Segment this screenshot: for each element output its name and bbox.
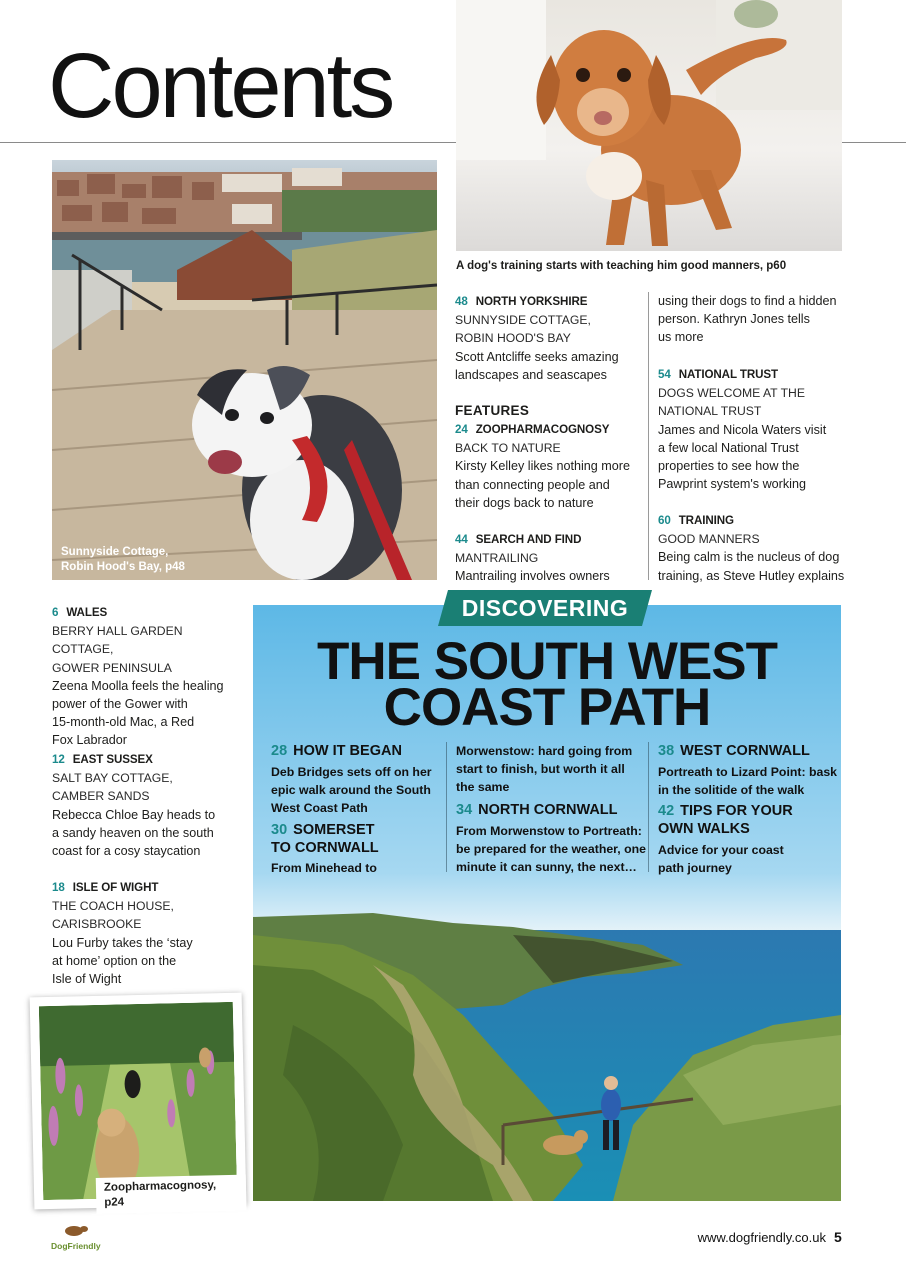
feature-item-how-it-began[interactable]	[271, 742, 441, 760]
entry-number: 44	[455, 533, 468, 546]
item-heading: TIPS FOR YOUR	[680, 803, 793, 819]
entry-text: training, as Steve Hutley explains	[658, 568, 845, 583]
entry-wales[interactable]	[52, 604, 247, 750]
item-number: 38	[658, 743, 675, 759]
entry-text: Zeena Moolla feels the healing	[52, 678, 224, 693]
entry-training[interactable]	[658, 512, 863, 585]
entry-text: Mantrailing involves owners	[455, 569, 610, 584]
dogfriendly-logo[interactable]	[50, 1224, 106, 1252]
item-text: epic walk around the South	[271, 783, 431, 797]
feature-item-west-cornwall[interactable]	[658, 742, 838, 760]
collie-photo	[52, 160, 437, 580]
item-text: Morwenstow: hard going from	[456, 744, 633, 758]
zoo-caption: Zoopharmacognosy, p24	[96, 1175, 247, 1214]
item-text: path journey	[658, 861, 732, 875]
entry-text: Scott Antcliffe seeks amazing	[455, 349, 619, 364]
feature-col-1	[271, 742, 441, 877]
entry-subtitle: CARISBROOKE	[52, 917, 142, 932]
entry-text: than connecting people and	[455, 477, 610, 492]
zoo-photo	[39, 1002, 237, 1200]
feature-col-3	[658, 742, 838, 877]
feature-item-north-cornwall[interactable]	[456, 801, 646, 819]
item-text: start to finish, but worth it all	[456, 762, 625, 776]
entry-text: properties to see how the	[658, 459, 800, 474]
feature-item-tips[interactable]	[658, 802, 838, 820]
item-heading-cont: OWN WALKS	[658, 821, 750, 837]
entry-subtitle: GOWER PENINSULA	[52, 660, 172, 675]
zoo-photo-frame	[30, 993, 247, 1210]
entry-subtitle: SUNNYSIDE COTTAGE,	[455, 313, 591, 328]
entry-text: Being calm is the nucleus of dog	[658, 550, 840, 565]
entry-subtitle: SALT BAY COTTAGE,	[52, 771, 173, 786]
header-rule-left	[0, 142, 456, 143]
entry-number: 54	[658, 368, 671, 381]
puppy-caption: A dog's training starts with teaching him good manners, p60	[456, 260, 787, 272]
item-text: Advice for your coast	[658, 843, 784, 857]
entry-north-yorkshire[interactable]	[455, 293, 645, 384]
entry-text: at home’ option on the	[52, 953, 177, 968]
entry-text: landscapes and seascapes	[455, 367, 607, 382]
entry-subtitle: DOGS WELCOME AT THE	[658, 386, 805, 401]
item-text: in the solitide of the walk	[658, 783, 805, 797]
feature-col-2	[456, 742, 646, 876]
item-number: 30	[271, 822, 288, 838]
entry-text: James and Nicola Waters visit	[658, 422, 827, 437]
feature-col-divider	[446, 742, 447, 872]
svg-text:DogFriendly: DogFriendly	[51, 1241, 101, 1251]
entry-text: power of the Gower with	[52, 697, 188, 712]
entry-heading: WALES	[66, 606, 108, 619]
entry-text: us more	[658, 330, 704, 345]
entry-search-continued	[658, 292, 848, 347]
page-number: 5	[834, 1229, 842, 1245]
entry-subtitle: BERRY HALL GARDEN COTTAGE,	[52, 624, 183, 657]
features-heading: FEATURES	[455, 403, 530, 418]
item-heading: HOW IT BEGAN	[293, 743, 402, 759]
entry-number: 18	[52, 881, 65, 894]
item-heading: WEST CORNWALL	[680, 743, 810, 759]
item-text: From Minehead to	[271, 861, 377, 875]
entry-text: Lou Furby takes the ‘stay	[52, 935, 193, 950]
entry-text: 15-month-old Mac, a Red	[52, 715, 195, 730]
entry-search-and-find[interactable]	[455, 531, 645, 586]
entry-text: Pawprint system's working	[658, 477, 806, 492]
entry-subtitle: BACK TO NATURE	[455, 441, 561, 456]
entry-number: 12	[52, 753, 65, 766]
collie-caption-line1: Sunnyside Cottage,	[61, 546, 169, 558]
entry-heading: ZOOPHARMACOGNOSY	[475, 423, 610, 436]
entry-number: 48	[455, 295, 468, 308]
collie-caption	[61, 545, 261, 575]
entry-heading: EAST SUSSEX	[72, 753, 153, 766]
entry-heading: SEARCH AND FIND	[475, 533, 582, 546]
entry-heading: ISLE OF WIGHT	[72, 881, 159, 894]
item-heading: SOMERSET	[293, 822, 375, 838]
item-text: be prepared for the weather, one	[456, 842, 646, 856]
entry-number: 60	[658, 514, 671, 527]
entry-text: Rebecca Chloe Bay heads to	[52, 807, 216, 822]
entry-text: Kirsty Kelley likes nothing more	[455, 459, 630, 474]
entry-text: using their dogs to find a hidden	[658, 294, 837, 308]
entry-subtitle: NATIONAL TRUST	[658, 404, 762, 419]
feature-item-somerset[interactable]	[271, 821, 441, 839]
entry-number: 6	[52, 606, 59, 619]
entry-subtitle: GOOD MANNERS	[658, 532, 760, 547]
entry-subtitle: MANTRAILING	[455, 551, 539, 566]
puppy-photo	[456, 0, 842, 251]
item-text: Deb Bridges sets off on her	[271, 765, 432, 779]
discovering-banner-text: DISCOVERING	[461, 595, 629, 621]
entry-subtitle: CAMBER SANDS	[52, 789, 150, 804]
feature-col-divider	[648, 742, 649, 872]
entry-text: person. Kathryn Jones tells	[658, 312, 810, 327]
entry-text: a few local National Trust	[658, 440, 799, 455]
item-text: West Coast Path	[271, 801, 368, 815]
entry-number: 24	[455, 423, 468, 436]
feature-title-line1: THE SOUTH WEST	[316, 632, 778, 691]
entry-heading: TRAINING	[678, 514, 734, 527]
entry-text: Isle of Wight	[52, 972, 122, 987]
item-text: Portreath to Lizard Point: bask	[658, 765, 838, 779]
entry-isle-of-wight[interactable]	[52, 879, 247, 988]
item-number: 34	[456, 802, 473, 818]
entry-subtitle: ROBIN HOOD'S BAY	[455, 331, 571, 346]
item-text: From Morwenstow to Portreath:	[456, 824, 642, 838]
entry-text: coast for a cosy staycation	[52, 844, 201, 859]
entry-text: their dogs back to nature	[455, 495, 594, 510]
footer-url[interactable]: www.dogfriendly.co.uk	[697, 1230, 826, 1245]
item-text: minute it can sunny, the next…	[456, 860, 637, 874]
entry-east-sussex[interactable]	[52, 751, 247, 860]
column-divider	[648, 292, 649, 580]
entry-subtitle: THE COACH HOUSE,	[52, 899, 174, 914]
entry-text: a sandy heaven on the south	[52, 825, 214, 840]
item-heading-cont: TO CORNWALL	[271, 840, 379, 856]
item-number: 42	[658, 803, 675, 819]
item-number: 28	[271, 743, 288, 759]
entry-zoopharmacognosy[interactable]	[455, 421, 645, 512]
entry-text: Fox Labrador	[52, 733, 127, 748]
page-title: Contents	[48, 35, 393, 137]
entry-heading: NORTH YORKSHIRE	[475, 295, 588, 308]
collie-caption-line2: Robin Hood's Bay, p48	[61, 561, 185, 573]
item-text: the same	[456, 780, 510, 794]
feature-title-line2: COAST PATH	[383, 678, 711, 737]
item-heading: NORTH CORNWALL	[478, 802, 618, 818]
entry-national-trust[interactable]	[658, 366, 848, 493]
header-rule-right	[842, 142, 906, 143]
entry-heading: NATIONAL TRUST	[678, 368, 778, 381]
